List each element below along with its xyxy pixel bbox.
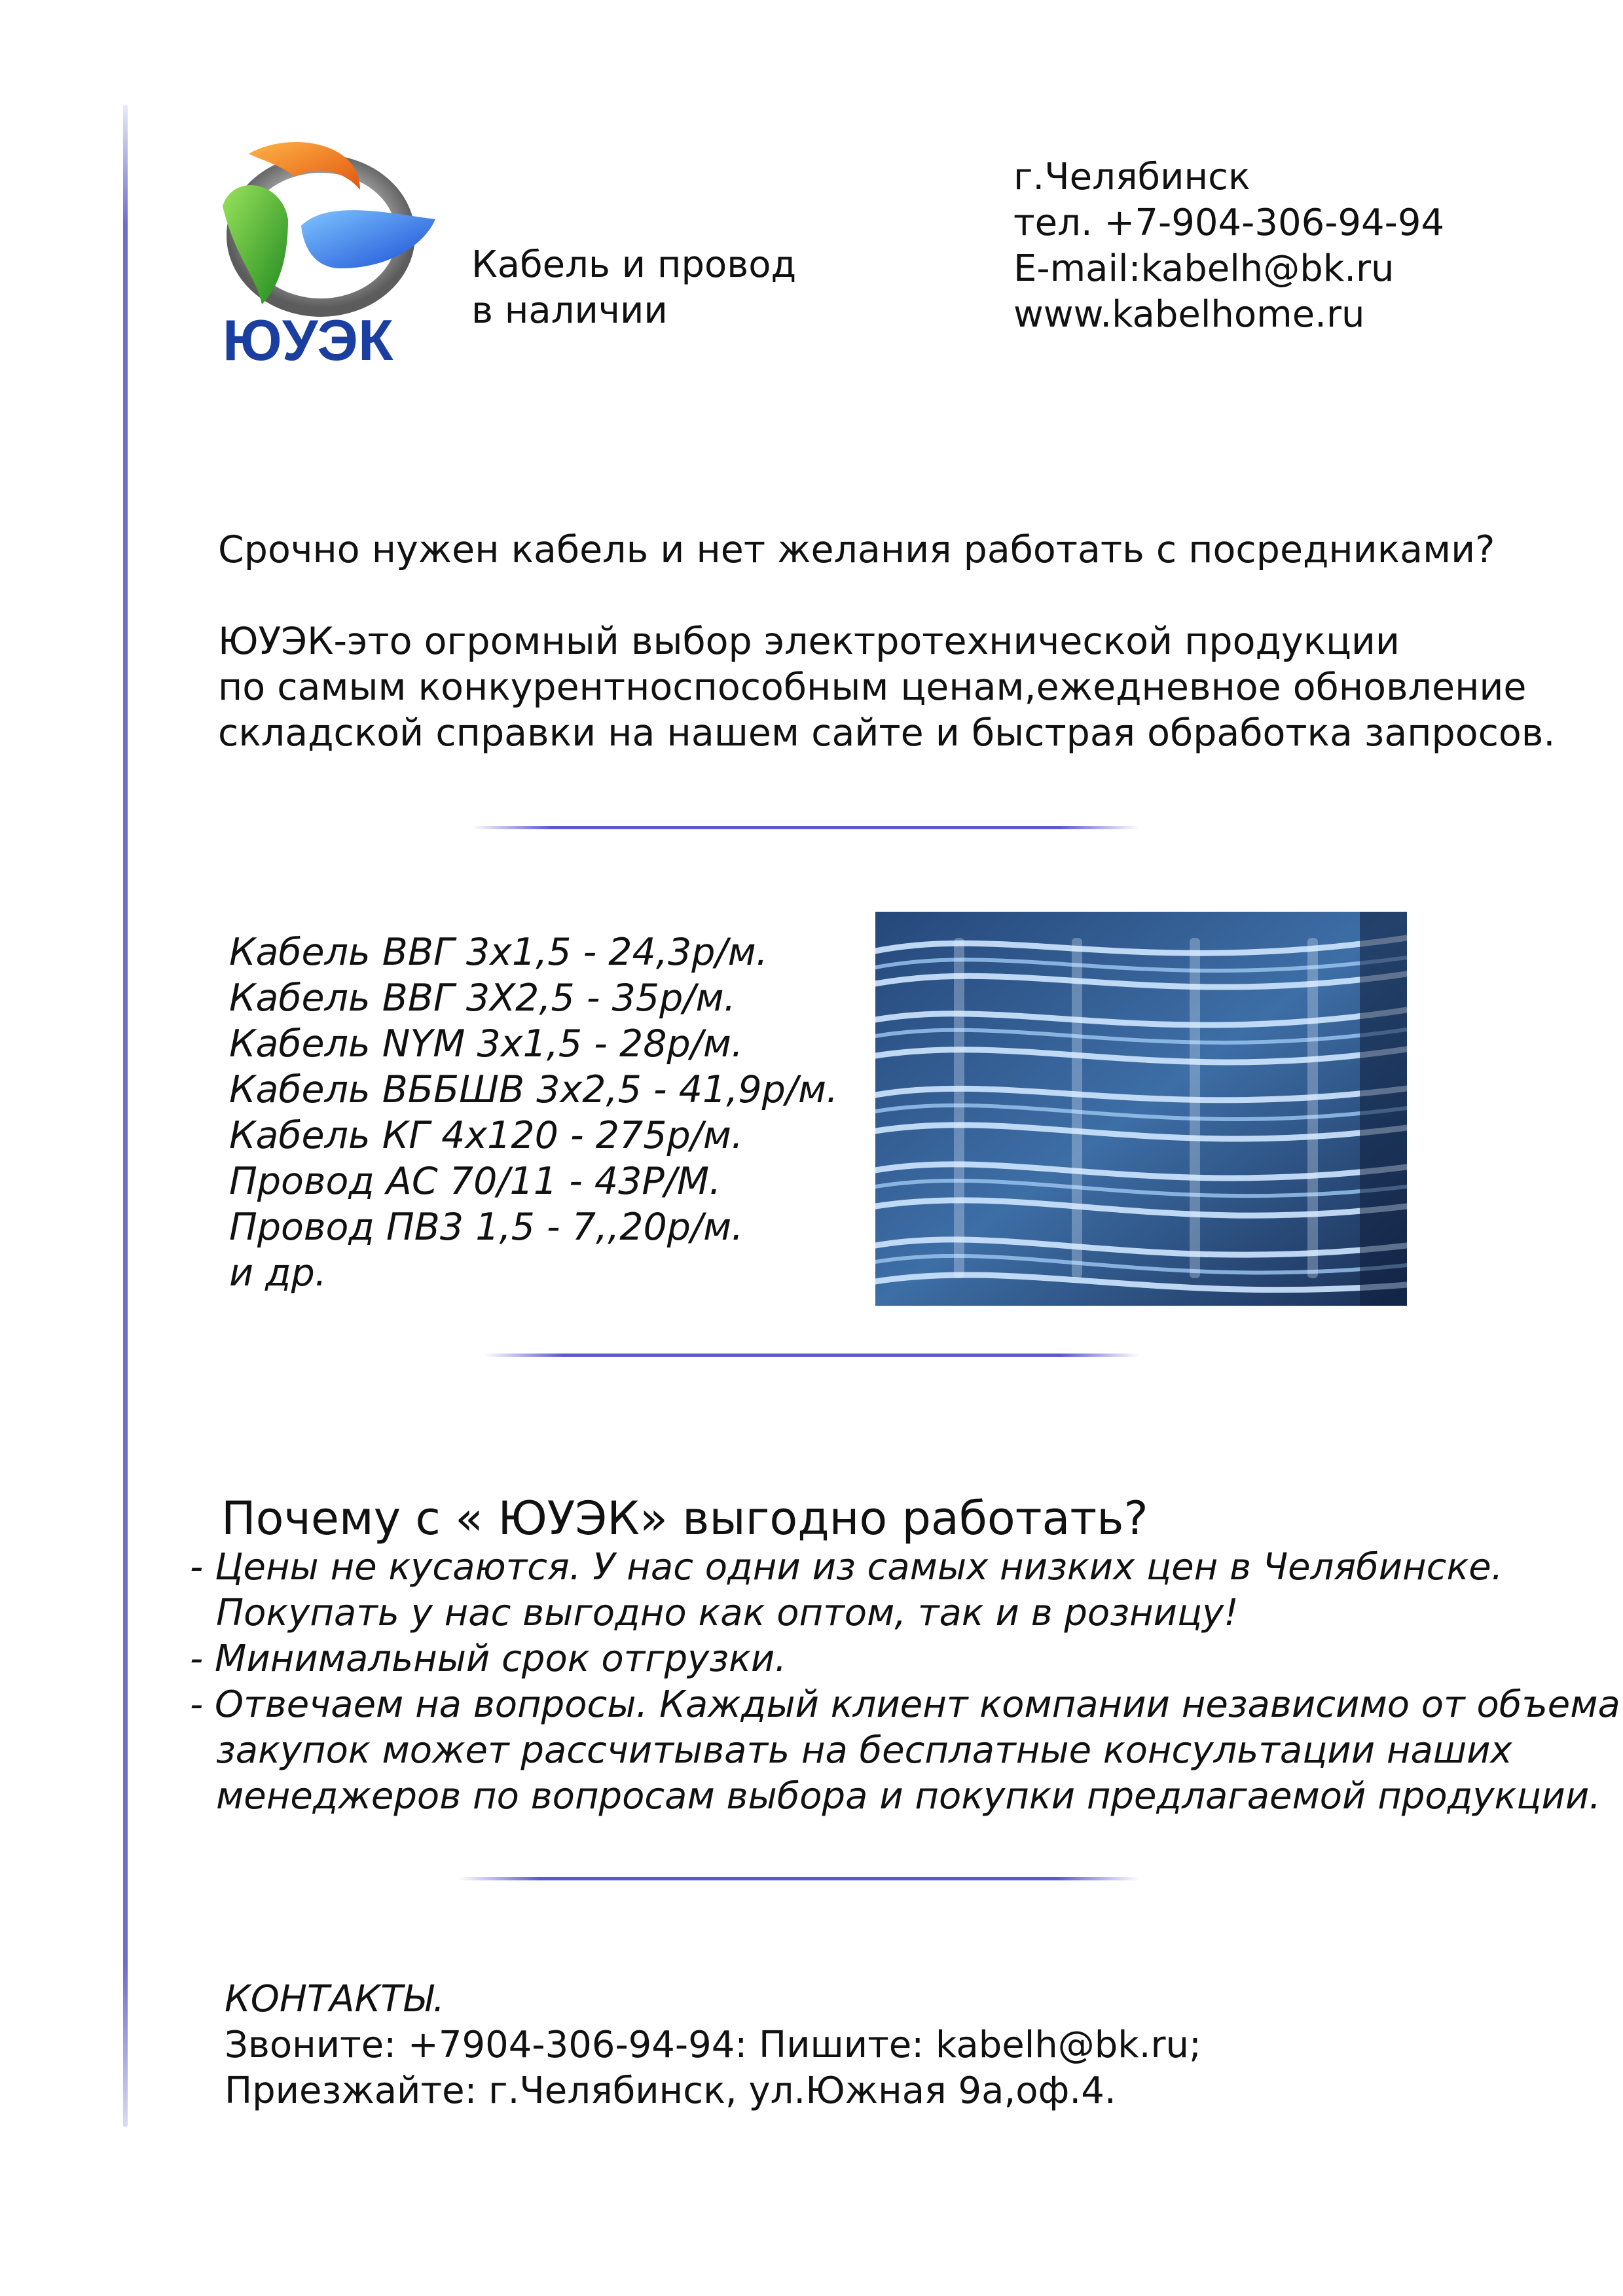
product-item: Провод АС 70/11 - 43Р/М. [229,1160,721,1203]
why-line: - Минимальный срок отгрузки. [190,1638,787,1680]
tagline-line-2: в наличии [471,289,668,332]
contacts-call-rest: : +7904-306-94-94: Пишите: kabelh@bk.ru; [384,2024,1201,2066]
product-item: Кабель ВББШВ 3х2,5 - 41,9р/м. [229,1068,839,1111]
product-item: Кабель ВВГ 3Х2,5 - 35р/м. [229,977,736,1020]
header-website: www.kabelhome.ru [1013,293,1365,336]
contacts-call-label: Звоните [225,2024,384,2066]
product-item: и др. [229,1251,327,1295]
product-item: Кабель NYM 3х1,5 - 28р/м. [229,1022,744,1066]
product-list [229,929,838,1296]
product-item: Кабель ВВГ 3х1,5 - 24,3р/м. [229,931,768,974]
company-logo [210,128,452,370]
logo-text: ЮУЭК [223,308,393,370]
product-item: Провод ПВ3 1,5 - 7,,20р/м. [229,1206,744,1249]
cables-photo [875,912,1407,1306]
header-city: г.Челябинск [1013,156,1250,198]
why-title: Почему с « ЮУЭК» выгодно работать? [221,1492,1148,1545]
intro-line-3: складской справки на нашем сайте и быстрая обработка запросов. [218,711,1556,755]
why-line: закупок может рассчитывать на бесплатные консультации наших [216,1729,1512,1772]
why-line: Покупать у нас выгодно как оптом, так и в розницу! [216,1592,1239,1634]
contacts-call-line [225,2022,1201,2068]
contacts-title: КОНТАКТЫ. [225,1978,445,2020]
divider-2 [484,1354,1139,1357]
intro-line-1: ЮУЭК-это огромный выбор электротехнической продукции [218,620,1400,663]
tagline [471,242,796,334]
swirl-logo-icon [210,128,452,370]
why-line: - Отвечаем на вопросы. Каждый клиент компании независимо от объема [190,1683,1620,1726]
header-contacts [1013,154,1444,338]
why-list [190,1545,1620,1820]
contacts-section [225,1977,1201,2114]
vertical-accent-line [123,105,128,2127]
why-line: - Цены не кусаются. У нас одни из самых низких цен в Челябинске. [190,1546,1503,1588]
why-line: менеджеров по вопросам выбора и покупки предлагаемой продукции. [216,1775,1601,1818]
intro-question: Срочно нужен кабель и нет желания работать с посредниками? [218,528,1495,571]
intro-line-2: по самым конкурентноспособным ценам,ежедневное обновление [218,666,1527,709]
header-email: E-mail:kabelh@bk.ru [1013,247,1395,290]
divider-1 [471,826,1139,829]
divider-3 [458,1877,1139,1880]
network-cables-photo [875,912,1407,1306]
intro-section [218,527,1556,756]
product-item: Кабель КГ 4х120 - 275р/м. [229,1114,744,1157]
tagline-line-1: Кабель и провод [471,243,797,286]
contacts-visit-line: Приезжайте: г.Челябинск, ул.Южная 9а,оф.4. [225,2070,1116,2112]
header-phone: тел. +7-904-306-94-94 [1013,202,1445,244]
